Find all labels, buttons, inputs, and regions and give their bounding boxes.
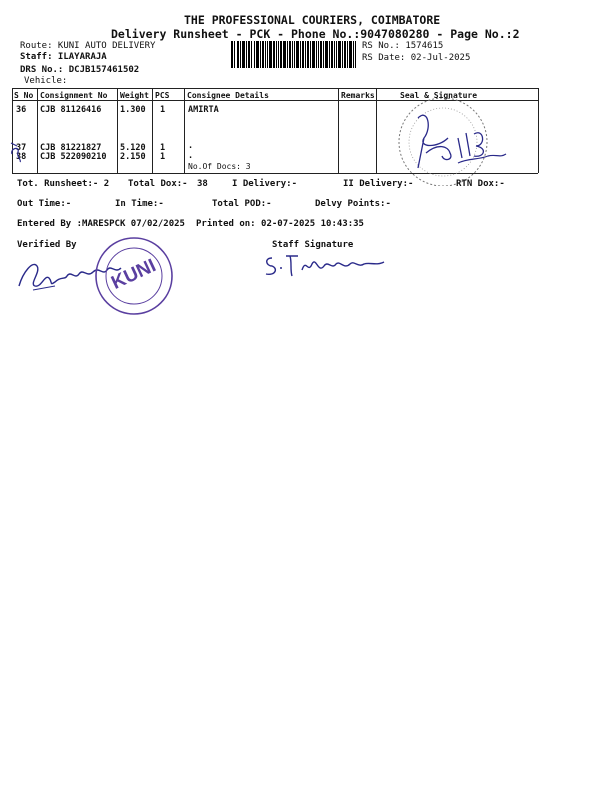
runsheet-subtitle: Delivery Runsheet - PCK - Phone No.:9047080280 - Page No.:2: [111, 27, 520, 41]
rtn-dox: RTN Dox:-: [456, 179, 505, 189]
total-pod: Total POD:-: [212, 199, 272, 209]
no-of-docs: No.Of Docs: 3: [188, 162, 251, 171]
in-time: In Time:-: [115, 199, 164, 209]
drs-number: DRS No.: DCJB157461502: [20, 65, 140, 75]
col-header-seal: Seal & Signature: [400, 91, 478, 100]
total-dox-value: 38: [197, 179, 208, 189]
verified-by-label: Verified By: [17, 240, 77, 250]
entered-by: Entered By :MARESPCK 07/02/2025: [17, 219, 185, 229]
table-row-sno: 36: [16, 105, 27, 115]
kuni-stamp: [92, 234, 176, 318]
table-row-sno: 37: [16, 143, 27, 153]
rs-date: RS Date: 02-Jul-2025: [362, 53, 471, 63]
printed-on: Printed on: 02-07-2025 10:43:35: [196, 219, 364, 229]
col-divider: [117, 88, 118, 173]
i-delivery: I Delivery:-: [232, 179, 298, 189]
table-row-consignee: .: [188, 151, 194, 161]
table-row-weight: 1.300: [120, 105, 146, 115]
table-row-sno: 38: [16, 152, 27, 162]
col-divider: [338, 88, 339, 173]
ii-delivery: II Delivery:-: [343, 179, 414, 189]
delivery-seal-icon: [388, 98, 518, 186]
col-divider: [37, 88, 38, 173]
table-row-pcs: 1: [160, 152, 166, 162]
table-top-rule: [12, 88, 538, 89]
route-label: Route: KUNI AUTO DELIVERY: [20, 41, 156, 51]
table-row-consignment: CJB 522090210: [40, 152, 107, 162]
delvy-points: Delvy Points:-: [315, 199, 391, 209]
col-header-consignment: Consignment No: [40, 91, 108, 100]
barcode-image: [231, 41, 356, 68]
total-dox-label: Total Dox:-: [128, 179, 188, 189]
col-header-consignee: Consignee Details: [187, 91, 269, 100]
handwritten-row-mark: [8, 140, 32, 164]
col-header-weight: Weight: [120, 91, 149, 100]
staff-signature-icon: [262, 252, 388, 280]
out-time: Out Time:-: [17, 199, 72, 209]
table-row-weight: 2.150: [120, 152, 146, 162]
col-divider: [538, 88, 539, 173]
col-divider: [376, 88, 377, 173]
staff-label: Staff: ILAYARAJA: [20, 52, 107, 62]
kuni-stamp-text: KUNI: [108, 255, 160, 294]
table-row-consignment: CJB 81126416: [40, 105, 102, 115]
col-header-remarks: Remarks: [341, 91, 375, 100]
col-divider: [152, 88, 153, 173]
tot-runsheet: Tot. Runsheet:- 2: [17, 179, 110, 189]
table-row-consignee: .: [188, 141, 194, 151]
table-row-weight: 5.120: [120, 143, 146, 153]
col-header-sno: S No: [14, 91, 34, 100]
staff-signature-label: Staff Signature: [272, 240, 354, 250]
company-title: THE PROFESSIONAL COURIERS, COIMBATORE: [184, 13, 441, 27]
table-row-pcs: 1: [160, 105, 166, 115]
col-header-pcs: PCS: [155, 91, 170, 100]
col-divider: [184, 88, 185, 173]
table-row-pcs: 1: [160, 143, 166, 153]
table-row-consignee: AMIRTA: [188, 105, 219, 115]
table-row-consignment: CJB 81221827: [40, 143, 102, 153]
vehicle-label: Vehicle:: [24, 76, 68, 86]
rs-number: RS No.: 1574615: [362, 41, 444, 51]
